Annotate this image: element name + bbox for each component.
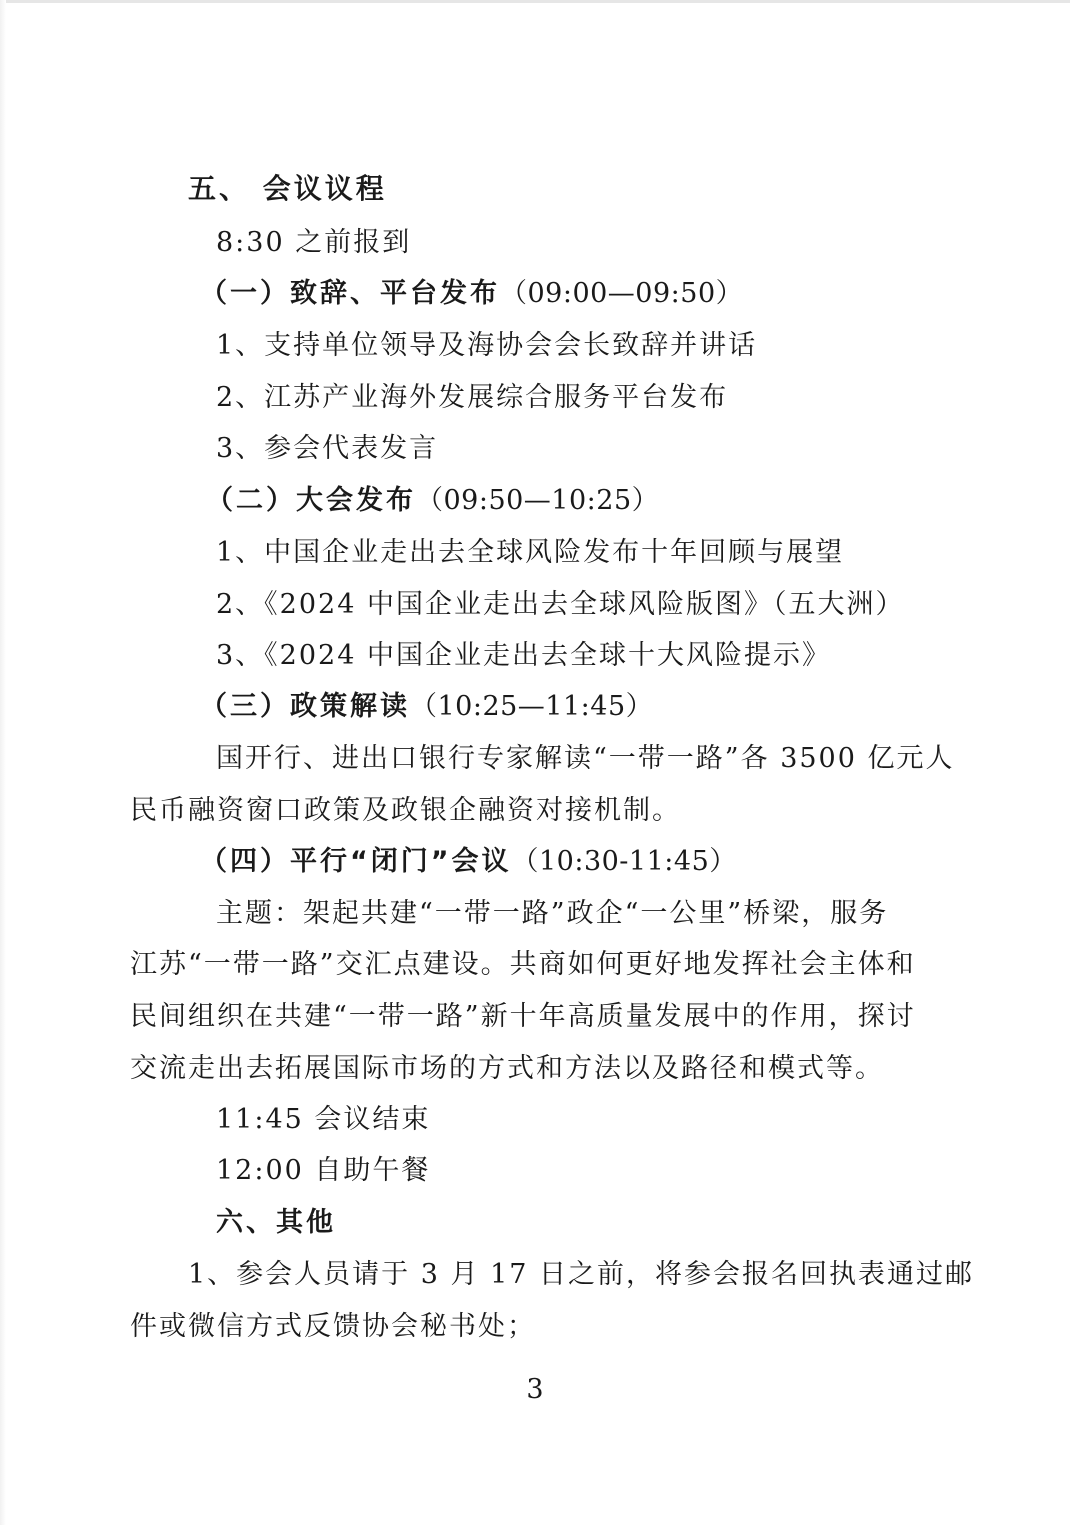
part4-title: （四）平行“闭门”会议 <box>200 846 512 877</box>
agenda-heading: 五、 会议议程 <box>188 172 387 205</box>
meeting-end-line: 11:45 会议结束 <box>216 1104 431 1135</box>
part2-time: （09:50—10:25） <box>416 485 660 516</box>
other-item-line-2: 件或微信方式反馈协会秘书处； <box>130 1311 536 1342</box>
part1-item-1: 1、支持单位领导及海协会会长致辞并讲话 <box>216 330 758 361</box>
part2-item-1: 1、中国企业走出去全球风险发布十年回顾与展望 <box>216 537 845 568</box>
part3-title: （三）政策解读 <box>200 691 410 722</box>
part1-heading <box>200 277 743 311</box>
part4-paragraph-line-4: 交流走出去拓展国际市场的方式和方法以及路径和模式等。 <box>130 1053 884 1084</box>
part3-heading <box>200 690 653 724</box>
part4-paragraph-line-2: 江苏“一带一路”交汇点建设。共商如何更好地发挥社会主体和 <box>130 949 916 980</box>
part1-item-3: 3、参会代表发言 <box>216 433 439 464</box>
registration-line: 8:30 之前报到 <box>216 227 412 258</box>
part4-heading <box>200 845 737 879</box>
top-edge-rule <box>0 0 1070 3</box>
scan-edge-shadow <box>0 0 6 1525</box>
part1-title: （一）致辞、平台发布 <box>200 278 500 309</box>
part3-paragraph-line-1: 国开行、进出口银行专家解读“一带一路”各 3500 亿元人 <box>216 743 955 774</box>
part2-item-2: 2、《2024 中国企业走出去全球风险版图》（五大洲） <box>216 589 905 620</box>
other-item-line-1: 1、参会人员请于 3 月 17 日之前，将参会报名回执表通过邮 <box>188 1259 975 1290</box>
part4-paragraph-line-3: 民间组织在共建“一带一路”新十年高质量发展中的作用，探讨 <box>130 1001 916 1032</box>
lunch-line: 12:00 自助午餐 <box>216 1155 431 1186</box>
part3-time: （10:25—11:45） <box>410 691 654 722</box>
page-number: 3 <box>526 1374 544 1405</box>
part1-item-2: 2、江苏产业海外发展综合服务平台发布 <box>216 382 729 413</box>
other-heading: 六、其他 <box>216 1207 336 1238</box>
part1-time: （09:00—09:50） <box>500 278 744 309</box>
part4-paragraph-line-1: 主题：架起共建“一带一路”政企“一公里”桥梁，服务 <box>216 898 889 929</box>
part2-item-3: 3、《2024 中国企业走出去全球十大风险提示》 <box>216 640 831 671</box>
part2-title: （二）大会发布 <box>206 485 416 516</box>
part2-heading <box>206 484 659 518</box>
part3-paragraph-line-2: 民币融资窗口政策及政银企融资对接机制。 <box>130 795 681 826</box>
part4-time: （10:30-11:45） <box>511 846 737 877</box>
